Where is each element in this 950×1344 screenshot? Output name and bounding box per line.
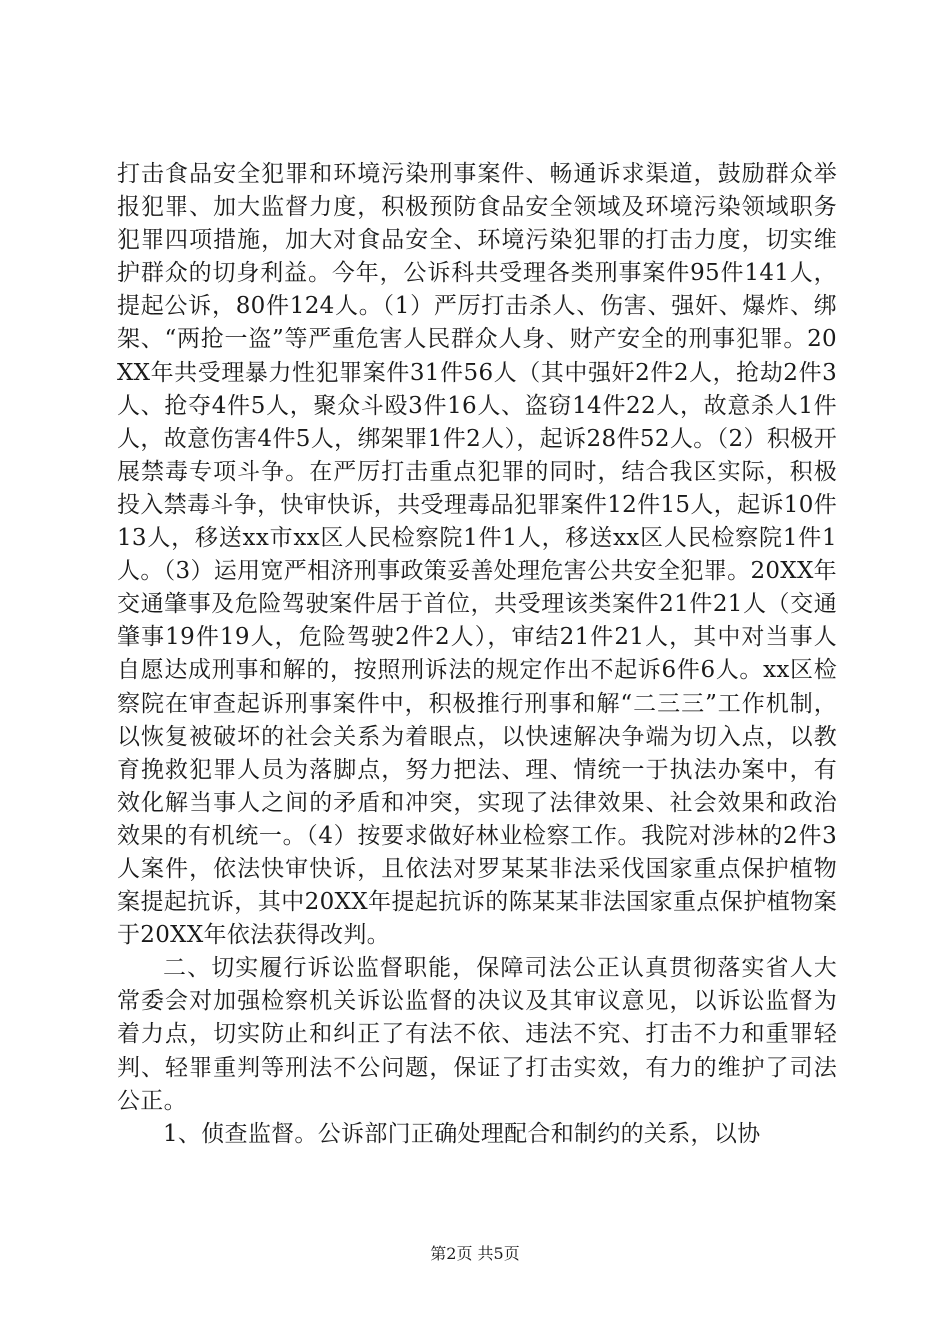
page-number-footer: 第2页 共5页 (430, 1244, 520, 1263)
paragraph-3: 1、侦查监督。公诉部门正确处理配合和制约的关系，以协 (163, 1120, 761, 1147)
paragraph-2: 二、切实履行诉讼监督职能，保障司法公正认真贯彻落实省人大常委会对加强检察机关诉讼监督的决议及其审议意见，以诉讼监督为着力点，切实防止和纠正了有法不依、违法不究、打击不力和重罪轻判、轻罪重判等刑法不公问题，保证了打击实效，有力的维护了司法公正。 (117, 955, 837, 1114)
document-body (117, 158, 837, 1151)
paragraph-1: 打击食品安全犯罪和环境污染刑事案件、畅通诉求渠道，鼓励群众举报犯罪、加大监督力度，积极预防食品安全领域及环境污染领域职务犯罪四项措施，加大对食品安全、环境污染犯罪的打击力度，切实维护群众的切身利益。今年，公诉科共受理各类刑事案件95件141人，提起公诉，80件124人。（1）严厉打击杀人、伤害、强奸、爆炸、绑架、“两抢一盗”等严重危害人民群众人身、财产安全的刑事犯罪。20XX年共受理暴力性犯罪案件31件56人（其中强奸2件2人，抢劫2件3人、抢夺4件5人，聚众斗殴3件16人、盗窃14件22人，故意杀人1件人，故意伤害4件5人，绑架罪1件2人），起诉28件52人。（2）积极开展禁毒专项斗争。在严厉打击重点犯罪的同时，结合我区实际，积极投入禁毒斗争，快审快诉，共受理毒品犯罪案件12件15人，起诉10件13人，移送xx市xx区人民检察院1件1人，移送xx区人民检察院1件1人。（3）运用宽严相济刑事政策妥善处理危害公共安全犯罪。20XX年交通肇事及危险驾驶案件居于首位，共受理该类案件21件21人（交通肇事19件19人，危险驾驶2件2人），审结21件21人，其中对当事人自愿达成刑事和解的，按照刑诉法的规定作出不起诉6件6人。xx区检察院在审查起诉刑事案件中，积极推行刑事和解“二三三”工作机制，以恢复被破坏的社会关系为着眼点，以快速解决争端为切入点，以教育挽救犯罪人员为落脚点，努力把法、理、情统一于执法办案中，有效化解当事人之间的矛盾和冲突，实现了法律效果、社会效果和政治效果的有机统一。（4）按要求做好林业检察工作。我院对涉林的2件3人案件，依法快审快诉，且依法对罗某某非法采伐国家重点保护植物案提起抗诉，其中20XX年提起抗诉的陈某某非法国家重点保护植物案于20XX年依法获得改判。 (117, 161, 837, 949)
